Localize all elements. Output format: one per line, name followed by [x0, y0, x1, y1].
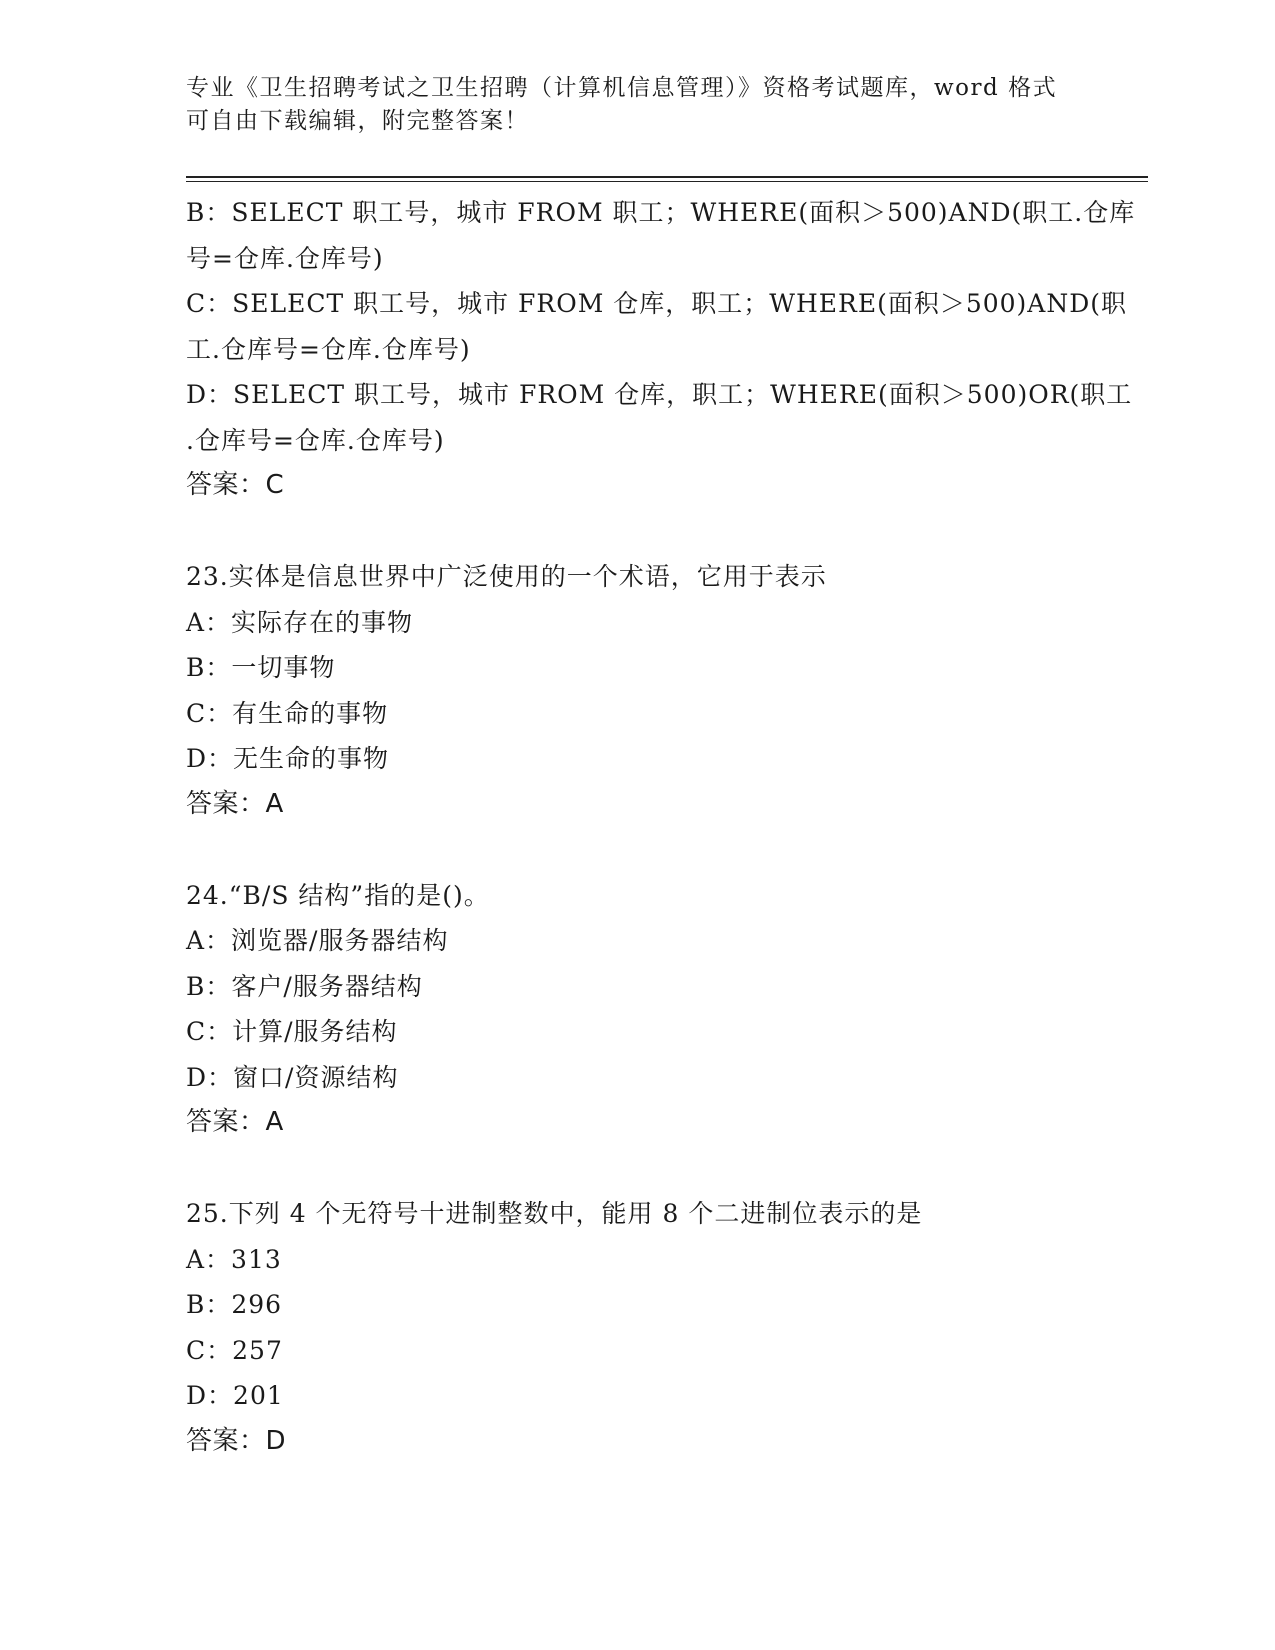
- option-line: 号=仓库.仓库号): [186, 243, 384, 273]
- option-line: B：SELECT 职工号，城市 FROM 职工；WHERE(面积＞500)AND(职工.仓库: [186, 198, 1136, 227]
- option-b: B：客户/服务器结构: [186, 971, 423, 1001]
- option-c: C：257: [186, 1335, 283, 1365]
- header-line-1: 专业《卫生招聘考试之卫生招聘（计算机信息管理）》资格考试题库，word 格式: [186, 75, 1058, 101]
- option-d: D：201: [186, 1381, 284, 1410]
- option-a: A：实际存在的事物: [186, 607, 414, 637]
- header-divider-thin: [186, 181, 1148, 182]
- document-header: [186, 72, 1086, 138]
- answer-line: 答案：A: [186, 788, 284, 819]
- question-stem: 23.实体是信息世界中广泛使用的一个术语，它用于表示: [186, 562, 827, 591]
- question-stem: 25.下列 4 个无符号十进制整数中，能用 8 个二进制位表示的是: [186, 1199, 923, 1228]
- header-divider: [186, 176, 1148, 178]
- option-line: .仓库号=仓库.仓库号): [186, 425, 445, 455]
- answer-line: 答案：A: [186, 1107, 284, 1137]
- option-b: B：296: [186, 1290, 283, 1319]
- question-stem: 24.“B/S 结构”指的是()。: [186, 880, 490, 910]
- option-a: A：313: [186, 1244, 282, 1274]
- question-block-22: [186, 190, 1136, 509]
- answer-line: 答案：D: [186, 1425, 287, 1456]
- question-list: [186, 190, 1136, 1464]
- question-block-24: [186, 873, 1086, 1146]
- question-block-23: [186, 554, 1086, 827]
- header-line-2: 可自由下载编辑，附完整答案！: [186, 108, 529, 134]
- option-line: D：SELECT 职工号，城市 FROM 仓库，职工；WHERE(面积＞500)OR(职工: [186, 380, 1133, 409]
- option-d: D：无生命的事物: [186, 744, 390, 773]
- option-c: C：计算/服务结构: [186, 1017, 398, 1046]
- question-block-25: [186, 1191, 1086, 1464]
- option-b: B：一切事物: [186, 653, 336, 682]
- option-c: C：有生命的事物: [186, 698, 389, 728]
- answer-line: 答案：C: [186, 470, 285, 500]
- option-line: 工.仓库号=仓库.仓库号): [186, 334, 471, 364]
- option-line: C：SELECT 职工号，城市 FROM 仓库，职工；WHERE(面积＞500)AND(职: [186, 289, 1128, 318]
- option-a: A：浏览器/服务器结构: [186, 926, 449, 955]
- option-d: D：窗口/资源结构: [186, 1062, 399, 1092]
